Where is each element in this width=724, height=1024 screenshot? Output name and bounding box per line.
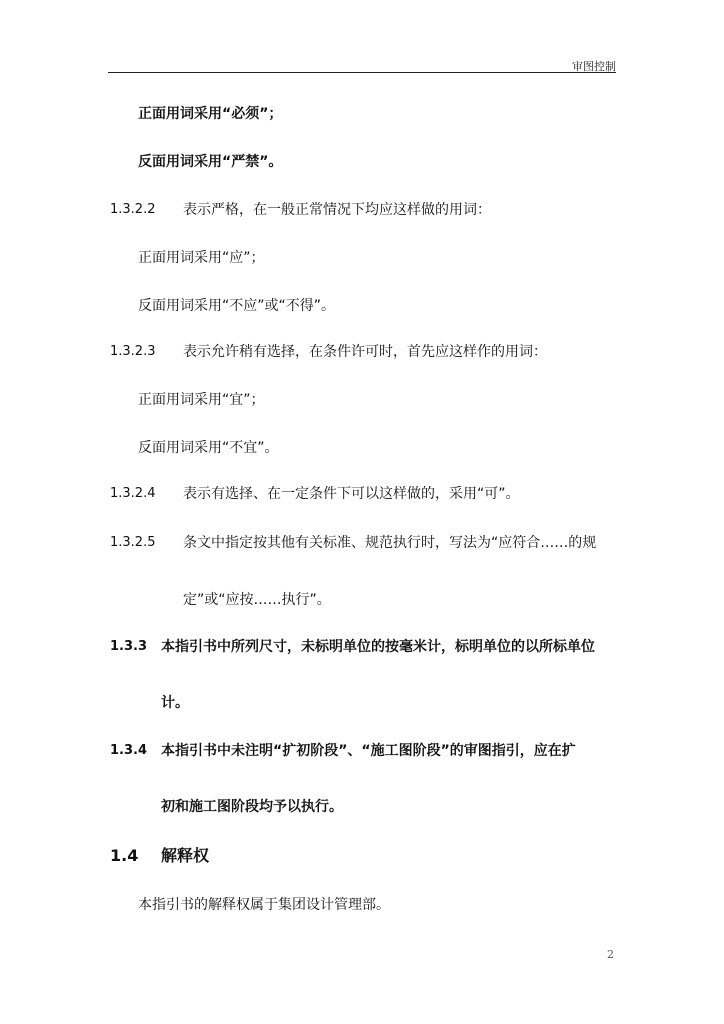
clause-text: 条文中指定按其他有关标准、规范执行时，写法为“应符合……的规 [183, 535, 597, 551]
section-text: 本指引书中所列尺寸，未标明单位的按毫米计，标明单位的以所标单位 [161, 639, 595, 655]
paragraph-must: 正面用词采用“必须”； [138, 106, 283, 122]
clause-text: 表示严格，在一般正常情况下均应这样做的用词： [183, 202, 491, 218]
page-number: 2 [607, 948, 614, 961]
paragraph-forbid: 反面用词采用“严禁”。 [138, 154, 283, 170]
paragraph-should: 正面用词采用“应”； [138, 250, 265, 266]
section-number: 1.3.4 [110, 743, 148, 758]
clause-text: 表示允许稍有选择，在条件许可时，首先应这样作的用词： [183, 344, 547, 360]
clause-number: 1.3.2.2 [110, 202, 156, 217]
clause-number: 1.3.2.3 [110, 344, 156, 359]
clause-text: 表示有选择、在一定条件下可以这样做的，采用“可”。 [183, 486, 520, 502]
header-title: 审图控制 [572, 60, 616, 73]
section-text: 本指引书中未注明“扩初阶段”、“施工图阶段”的审图指引，应在扩 [161, 743, 576, 759]
paragraph-preferable: 正面用词采用“宜”； [138, 392, 265, 408]
paragraph-interpretation: 本指引书的解释权属于集团设计管理部。 [138, 897, 390, 913]
section-text-continued: 计。 [161, 695, 189, 711]
clause-number: 1.3.2.5 [110, 535, 156, 550]
section-number: 1.3.3 [110, 639, 148, 654]
section-heading-title: 解释权 [161, 846, 210, 865]
paragraph-should-not: 反面用词采用“不应”或“不得”。 [138, 298, 336, 314]
section-text-continued: 初和施工图阶段均予以执行。 [161, 799, 343, 815]
section-heading-number: 1.4 [110, 846, 139, 865]
paragraph-not-preferable: 反面用词采用“不宜”。 [138, 440, 279, 456]
clause-text-continued: 定”或“应按……执行”。 [183, 592, 331, 608]
clause-number: 1.3.2.4 [110, 486, 156, 501]
header-rule [108, 72, 616, 73]
